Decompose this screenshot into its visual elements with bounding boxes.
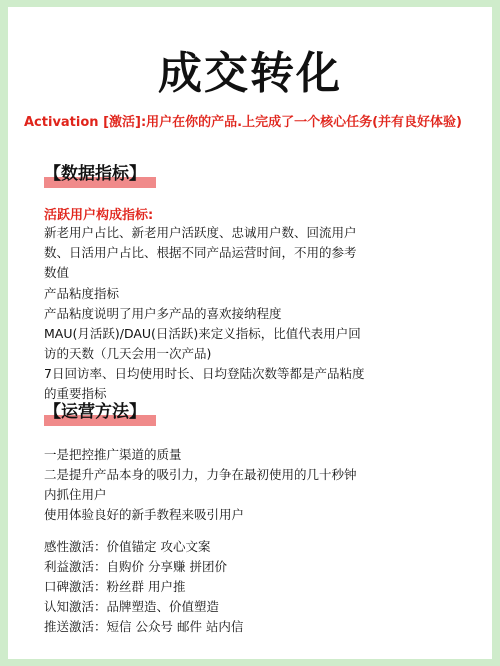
text-line: 推送激活：短信 公众号 邮件 站内信 (44, 619, 244, 634)
text-line: 感性激活：价值锚定 攻心文案 (44, 539, 211, 554)
active-user-metrics-label: 活跃用户构成指标: (44, 208, 154, 223)
subtitle: Activation [激活]:用户在你的产品.上完成了一个核心任务(并有良好体验) (24, 115, 462, 130)
section-heading-data: 【数据指标】 (44, 164, 146, 184)
text-line: MAU(月活跃)/DAU(日活跃)来定义指标，比值代表用户回 (44, 326, 361, 341)
text-line: 二是提升产品本身的吸引力，力争在最初使用的几十秒钟 (44, 467, 357, 482)
page-title: 成交转化 (158, 48, 342, 99)
text-line: 产品粘度指标 (44, 286, 120, 301)
text-line: 口碑激活：粉丝群 用户推 (44, 579, 186, 594)
text-line: 内抓住用户 (44, 487, 107, 502)
text-line: 一是把控推广渠道的质量 (44, 447, 182, 462)
text-line: 数、日活用户占比、根据不同产品运营时间，不用的参考 (44, 245, 357, 260)
text-line: 利益激活：自购价 分享赚 拼团价 (44, 559, 227, 574)
text-line: 的重要指标 (44, 386, 107, 401)
text-line: 使用体验良好的新手教程来吸引用户 (44, 507, 245, 522)
text-line: 新老用户占比、新老用户活跃度、忠诚用户数、回流用户 (44, 225, 357, 240)
text-line: 访的天数（几天会用一次产品) (44, 346, 212, 361)
text-line: 产品粘度说明了用户多产品的喜欢接纳程度 (44, 306, 282, 321)
content-card (8, 7, 492, 659)
section-heading-methods: 【运营方法】 (44, 402, 146, 422)
text-line: 7日回访率、日均使用时长、日均登陆次数等都是产品粘度 (44, 366, 365, 381)
text-line: 数值 (44, 265, 70, 280)
text-line: 认知激活：品牌塑造、价值塑造 (44, 599, 220, 614)
